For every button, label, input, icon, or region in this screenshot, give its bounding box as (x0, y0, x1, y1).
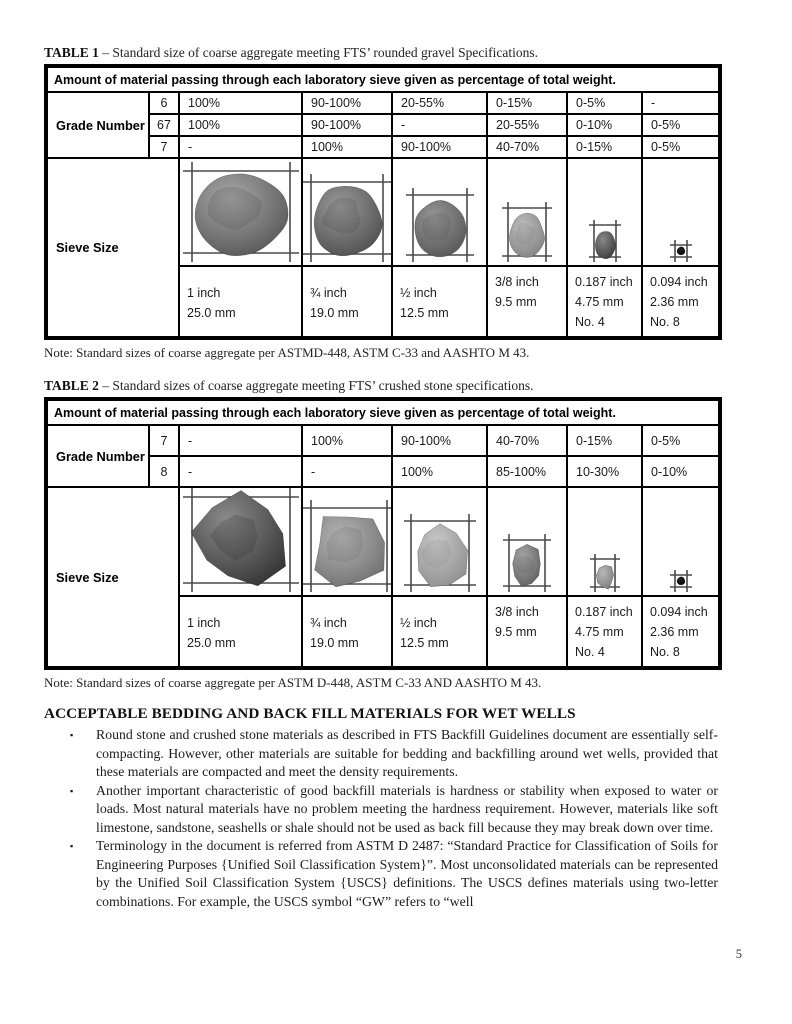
grade-value-cell: 90-100% (302, 114, 392, 136)
page-number: 5 (735, 947, 742, 961)
stone-cell (642, 487, 720, 596)
table2-title-label: TABLE 2 (44, 378, 99, 393)
sieve-size-cell: 0.094 inch 2.36 mm No. 8 (642, 266, 720, 338)
grade-value-cell: 90-100% (302, 92, 392, 114)
sieve-size-label: Sieve Size (46, 487, 179, 668)
crushed-stone-2.36mm-icon (670, 570, 692, 592)
sieve-size-cell: 1 inch 25.0 mm (179, 266, 302, 338)
stone-cell (302, 487, 392, 596)
table1-note: Note: Standard sizes of coarse aggregate per ASTMD-448, ASTM C-33 and AASHTO M 43. (44, 345, 530, 360)
bullet-square-icon: ▪ (70, 730, 74, 740)
sieve-size-cell: ½ inch 12.5 mm (392, 266, 487, 338)
grade-value-cell: 0-10% (567, 114, 642, 136)
grade-value-cell: 40-70% (487, 425, 567, 456)
bullet-square-icon: ▪ (70, 785, 74, 796)
table2-header-row (46, 399, 720, 425)
grade-cell: 7 (149, 136, 179, 158)
grade-value-cell: 100% (302, 136, 392, 158)
grade-value-cell: 90-100% (392, 425, 487, 456)
grade-value-cell: 0-5% (567, 92, 642, 114)
stone-cell (302, 158, 392, 266)
table1-rounded-gravel (44, 64, 722, 340)
crushed-stone-25mm-icon (183, 488, 299, 592)
list-item (44, 782, 718, 838)
grade-value-cell: 0-10% (642, 456, 720, 487)
grade-cell: 6 (149, 92, 179, 114)
stone-cell (392, 158, 487, 266)
stone-cell (642, 158, 720, 266)
grade-value-cell: 40-70% (487, 136, 567, 158)
sieve-size-cell: 0.187 inch 4.75 mm No. 4 (567, 596, 642, 668)
sieve-size-cell: ¾ inch 19.0 mm (302, 596, 392, 668)
table2-title-text: – Standard sizes of coarse aggregate meeting FTS’ crushed stone specifications. (98, 378, 534, 393)
sieve-size-cell: 0.094 inch 2.36 mm No. 8 (642, 596, 720, 668)
table1-title-label: TABLE 1 (44, 45, 99, 60)
table1-stone-row (46, 158, 720, 266)
sieve-size-cell: ½ inch 12.5 mm (392, 596, 487, 668)
rounded-gravel-12.5mm-icon (406, 188, 474, 262)
list-item (44, 837, 718, 911)
list-item (44, 726, 718, 782)
stone-cell (179, 487, 302, 596)
grade-value-cell: 0-5% (642, 114, 720, 136)
rounded-gravel-19mm-icon (303, 174, 391, 262)
table2-header-cell: Amount of material passing through each laboratory sieve given as percentage of total weight. (46, 399, 720, 425)
rounded-gravel-25mm-icon (183, 162, 299, 262)
crushed-stone-4.75mm-icon (590, 554, 620, 592)
stone-cell (567, 158, 642, 266)
rounded-gravel-2.36mm-icon (670, 240, 692, 262)
stone-cell (487, 487, 567, 596)
table2-title (44, 377, 718, 394)
stone-cell (567, 487, 642, 596)
stone-cell (392, 487, 487, 596)
grade-value-cell: 85-100% (487, 456, 567, 487)
grade-value-cell: - (642, 92, 720, 114)
grade-cell: 8 (149, 456, 179, 487)
sieve-size-label: Sieve Size (46, 158, 179, 338)
grade-value-cell: 20-55% (487, 114, 567, 136)
grade-value-cell: 100% (302, 425, 392, 456)
sieve-size-cell: 3/8 inch 9.5 mm (487, 596, 567, 668)
grade-value-cell: - (179, 456, 302, 487)
crushed-stone-19mm-icon (303, 500, 392, 592)
table1-title (44, 44, 718, 61)
bullet-text: Round stone and crushed stone materials as described in FTS Backfill Guidelines document are essentially self-compacting. However, other materials are suitable for bedding and backfilling around wet wells, provided that these materials are compacted and meet the density requirements. (96, 727, 718, 779)
sieve-size-cell: 0.187 inch 4.75 mm No. 4 (567, 266, 642, 338)
table1-title-text: – Standard size of coarse aggregate meeting FTS’ rounded gravel Specifications. (98, 45, 538, 60)
table1-grade-row-6 (46, 92, 720, 114)
table2-note: Note: Standard sizes of coarse aggregate per ASTM D-448, ASTM C-33 AND AASHTO M 43. (44, 675, 542, 690)
rounded-gravel-9.5mm-icon (502, 202, 552, 262)
table1-header-cell: Amount of material passing through each laboratory sieve given as percentage of total weight. (46, 66, 720, 92)
grade-cell: 7 (149, 425, 179, 456)
grade-value-cell: 100% (179, 114, 302, 136)
grade-value-cell: 0-5% (642, 425, 720, 456)
crushed-stone-12.5mm-icon (404, 514, 476, 592)
table2-grade-row-7 (46, 425, 720, 456)
grade-value-cell: 90-100% (392, 136, 487, 158)
stone-cell (487, 158, 567, 266)
grade-value-cell: - (302, 456, 392, 487)
grade-value-cell: 0-15% (567, 425, 642, 456)
section-heading: ACCEPTABLE BEDDING AND BACK FILL MATERIALS FOR WET WELLS (44, 705, 576, 722)
table2-stone-row (46, 487, 720, 596)
grade-cell: 67 (149, 114, 179, 136)
grade-value-cell: 0-15% (567, 136, 642, 158)
grade-value-cell: 100% (392, 456, 487, 487)
sieve-size-cell: 1 inch 25.0 mm (179, 596, 302, 668)
bullet-list (44, 726, 718, 911)
table1-header-row (46, 66, 720, 92)
grade-value-cell: 0-15% (487, 92, 567, 114)
grade-value-cell: 0-5% (642, 136, 720, 158)
grade-value-cell: 10-30% (567, 456, 642, 487)
rounded-gravel-4.75mm-icon (589, 220, 621, 262)
table2-crushed-stone (44, 397, 722, 670)
bullet-text: Another important characteristic of good backfill materials is hardness or stability when exposed to water or loads. Most natural materials have no problem meeting the hardness requirement. However, materials like soft limestone, sandstone, seashells or shale should not be used as back fill because they may break down over time. (96, 782, 718, 835)
grade-value-cell: 100% (179, 92, 302, 114)
bullet-square-icon: ▪ (70, 841, 74, 851)
grade-value-cell: - (392, 114, 487, 136)
bullet-text: Terminology in the document is referred from ASTM D 2487: “Standard Practice for Classification of Soils for Engineering Purposes {Unified Soil Classification System}”. Most unconsolidated materials can be represented by the Unified Soil Classification System {USCS} definitions. The USCS defines materials using two-letter combinations. For example, the USCS symbol “GW” refers to “well (96, 838, 718, 909)
grade-value-cell: 20-55% (392, 92, 487, 114)
stone-cell (179, 158, 302, 266)
crushed-stone-9.5mm-icon (503, 534, 551, 592)
grade-value-cell: - (179, 136, 302, 158)
sieve-size-cell: 3/8 inch 9.5 mm (487, 266, 567, 338)
grade-value-cell: - (179, 425, 302, 456)
sieve-size-cell: ¾ inch 19.0 mm (302, 266, 392, 338)
grade-number-label: Grade Number (46, 92, 149, 158)
grade-number-label: Grade Number (46, 425, 149, 487)
